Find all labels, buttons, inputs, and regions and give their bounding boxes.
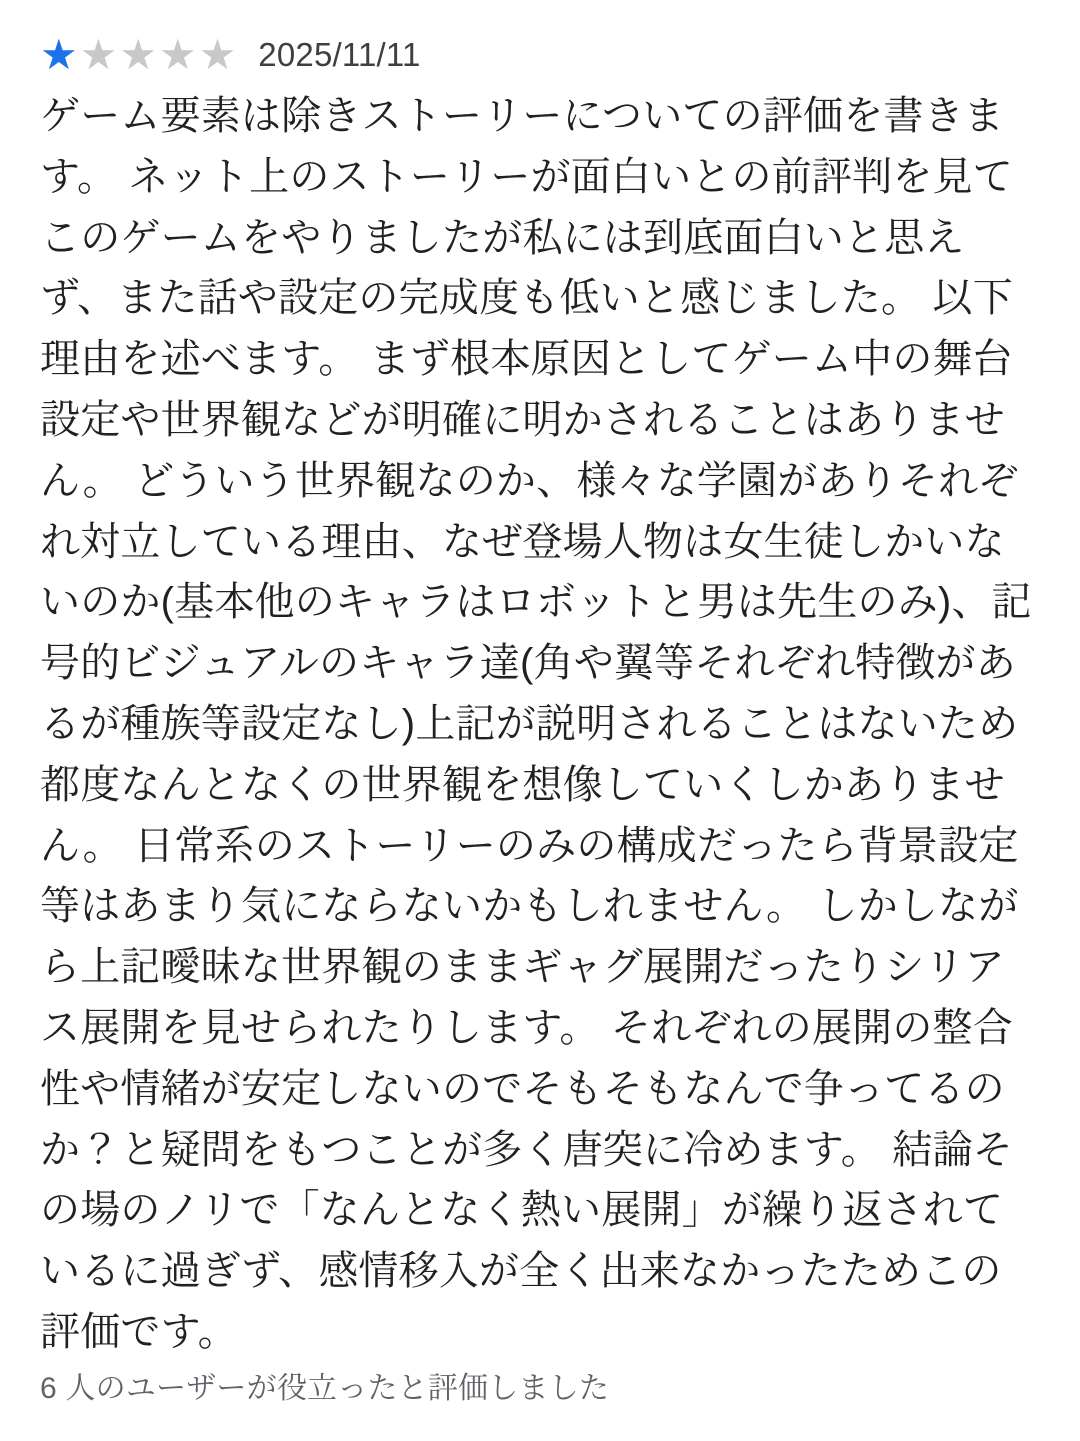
review-body-text: ゲーム要素は除きストーリーについての評価を書きます。 ネット上のストーリーが面白いとの前評判を見てこのゲームをやりましたが私には到底面白いと思えず、また話や設定の完成度も低いと感じました。 以下理由を述べます。 まず根本原因としてゲーム中の舞台設定や世界観などが明確に明かされることはありません。 どういう世界観なのか、様々な学園がありそれぞれ対立している理由、なぜ登場人物は女生徒しかいないのか(基本他のキャラはロボットと男は先生のみ)、記号的ビジュアルのキャラ達(角や翼等それぞれ特徴があるが種族等設定なし)上記が説明されることはないため都度なんとなくの世界観を想像していくしかありません。 日常系のストーリーのみの構成だったら背景設定等はあまり気にならないかもしれません。 しかしながら上記曖昧な世界観のままギャグ展開だったりシリアス展開を見せられたりします。 それぞれの展開の整合性や情緒が安定しないのでそもそもなんで争ってるのか？と疑問をもつことが多く唐突に冷めます。 結論その場のノリで「なんとなく熱い展開」が繰り返されているに過ぎず、感情移入が全く出来なかったためこの評価です。 <box>40 94 1032 1354</box>
rating-stars <box>40 31 237 78</box>
star-icon-1: ★ <box>40 31 78 78</box>
review-header <box>40 31 1040 78</box>
star-icon-5: ★ <box>198 31 237 78</box>
helpful-count-label: 6 人のユーザーが役立ったと評価しました <box>40 1371 610 1405</box>
review-date: 2025/11/11 <box>258 36 421 73</box>
star-icon-3: ★ <box>119 31 157 78</box>
star-icon-2: ★ <box>79 31 118 78</box>
star-icon-4: ★ <box>158 31 197 78</box>
